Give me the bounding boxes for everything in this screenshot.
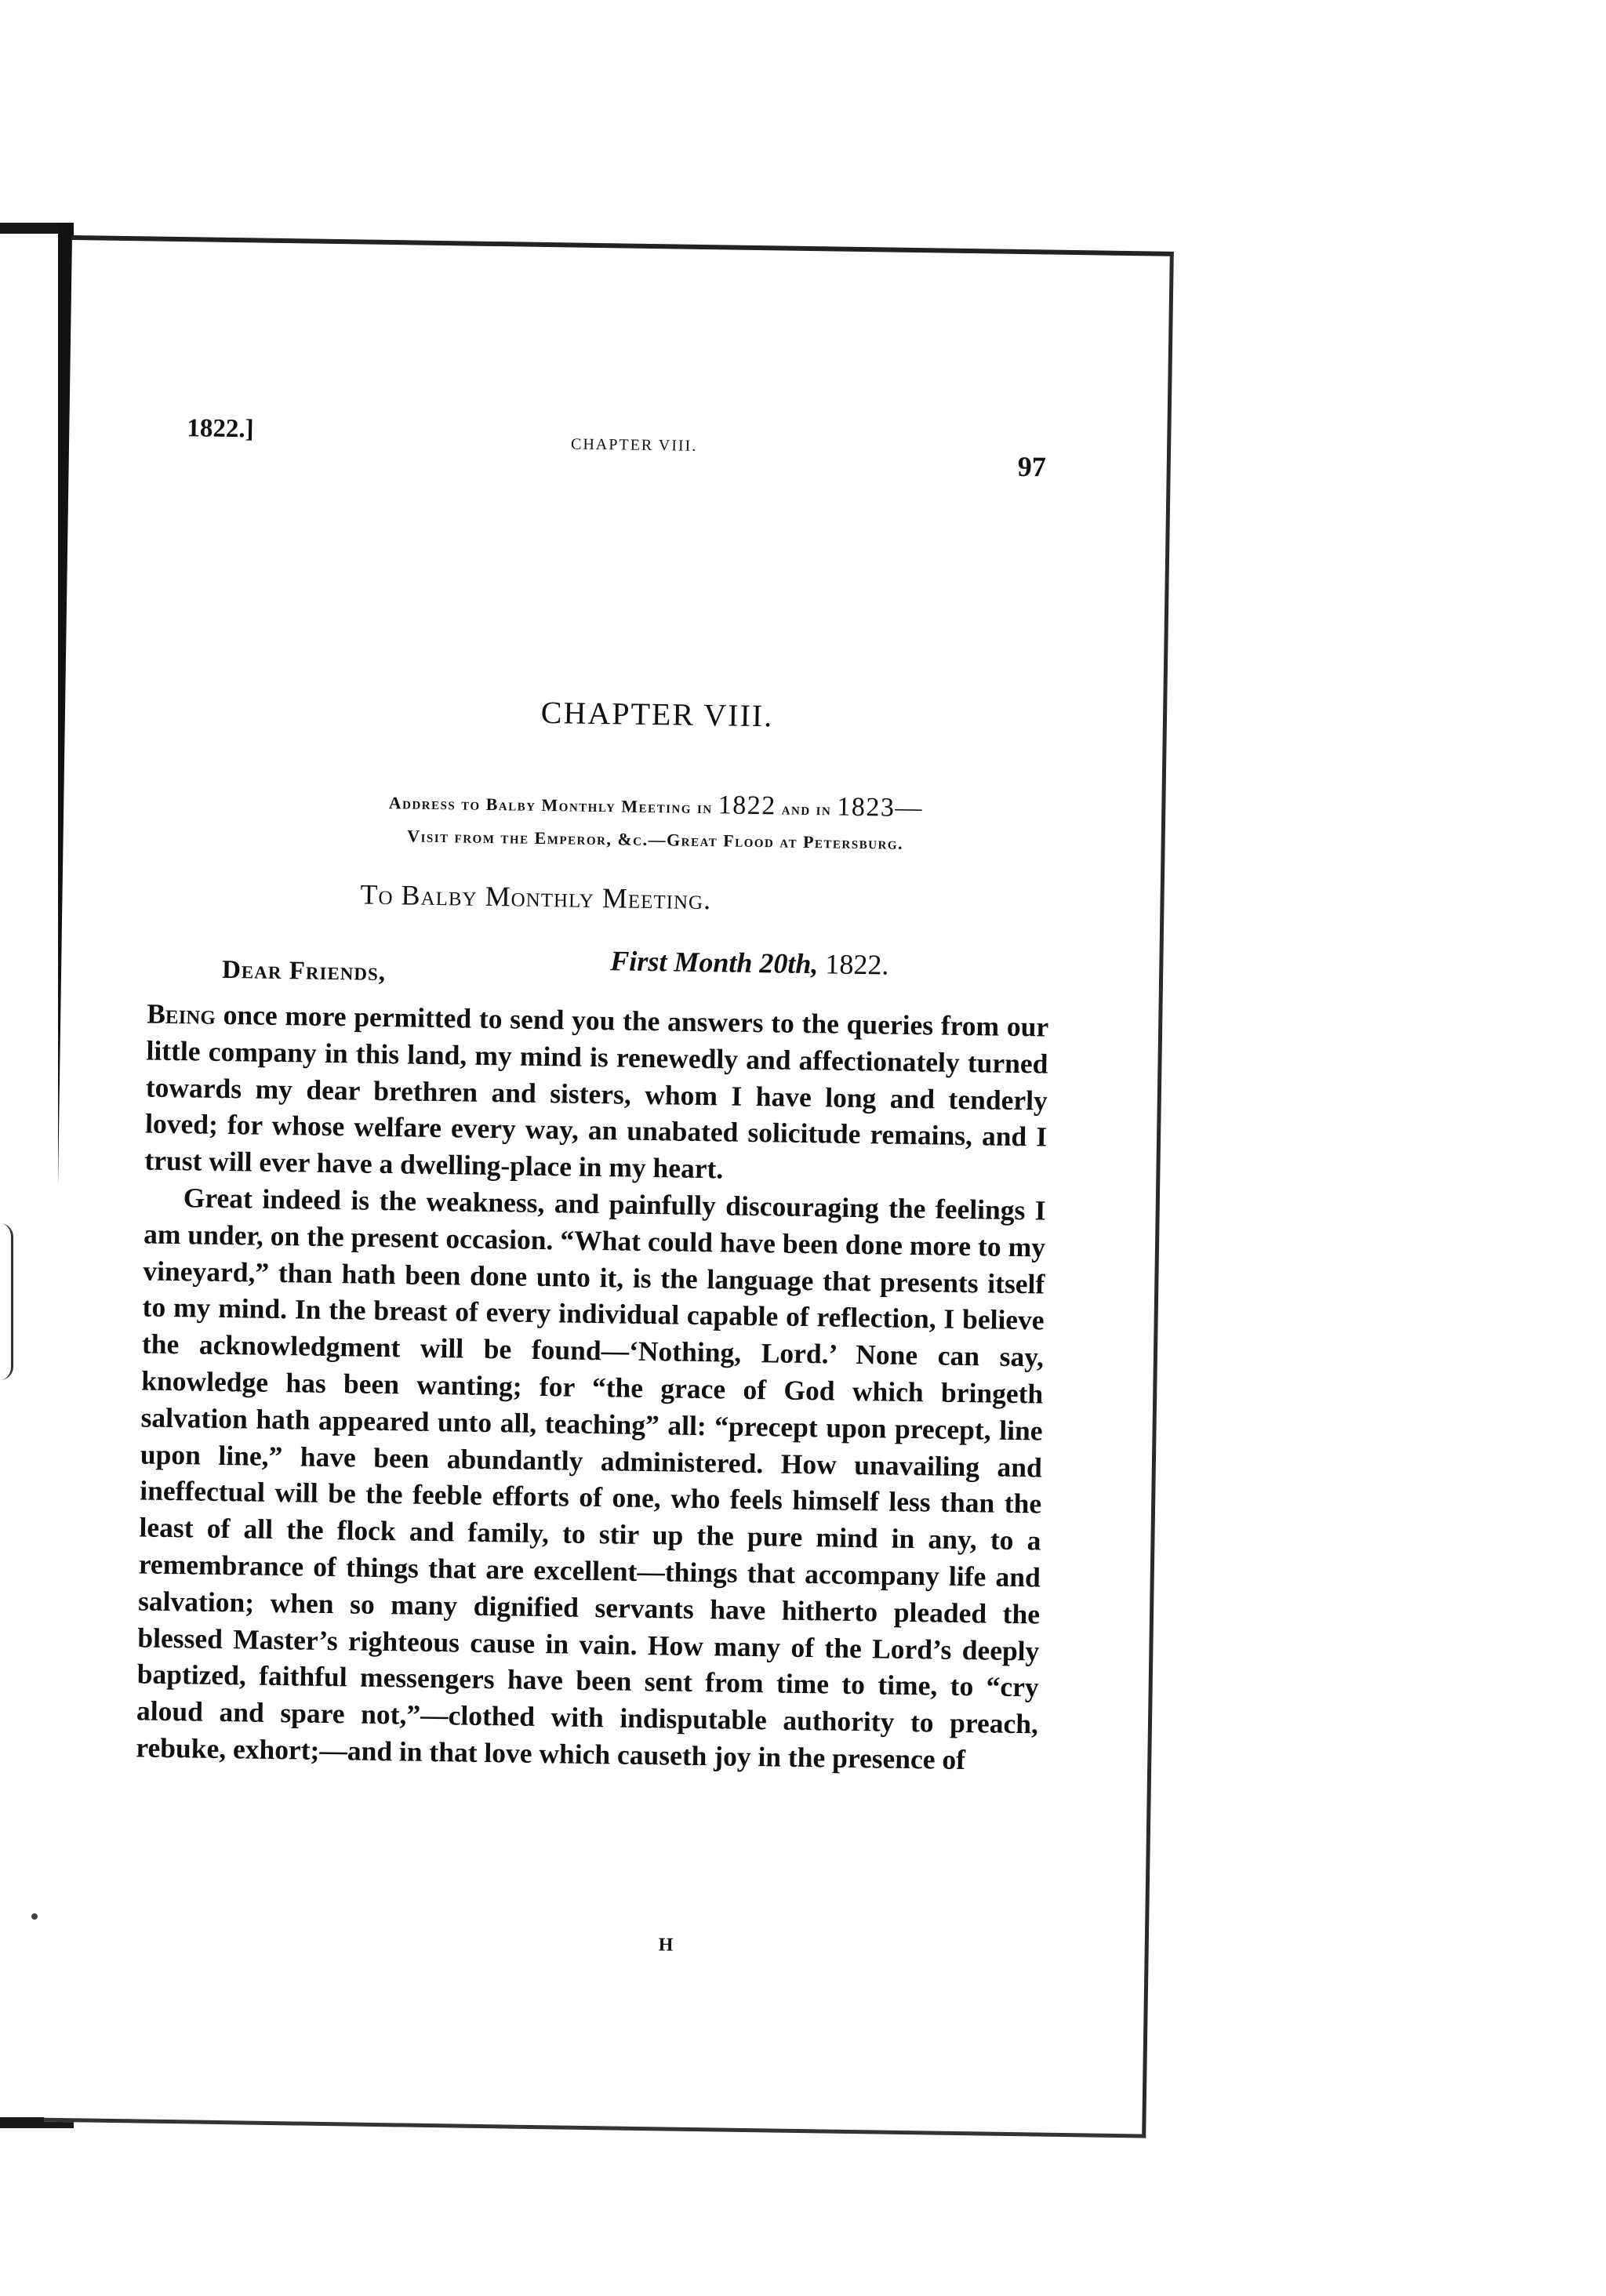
running-head-chapter: CHAPTER VIII. [570, 435, 698, 455]
running-head [187, 414, 1168, 483]
left-page-edge-mark [0, 1223, 13, 1380]
scan-speck [31, 1913, 38, 1920]
letter-date-month: First Month 20th, [610, 945, 819, 980]
page-number: 97 [1017, 450, 1047, 483]
summary-line2: Visit from the Emperor, &c.—Great Flood at Petersburg. [407, 826, 904, 853]
paragraph-1-text: once more permitted to send you the answers to the queries from our little company in this land, my mind is renewedly and affectionately turned towards my dear brethren and sisters, whom I have long and tenderly loved; for whose welfare every way, an unabated solicitude remains, and I trust will ever have a dwelling-place in my heart. [144, 998, 1049, 1185]
running-head-year: 1822.] [187, 414, 254, 444]
letter-date-year: 1822. [818, 948, 889, 981]
paragraph-1 [144, 996, 1048, 1193]
summary-line1-prefix: Address to Balby Monthly Meeting in [388, 793, 718, 818]
letter-body [136, 996, 1048, 1780]
book-page [44, 235, 1174, 2138]
paragraph-1-lead: Being [146, 997, 216, 1030]
summary-line1-mid: and in [776, 798, 838, 819]
letter-salutation: Dear Friends, [221, 955, 387, 987]
letter-date [610, 944, 889, 981]
signature-mark: H [658, 1935, 674, 1956]
paragraph-2: Great indeed is the weakness, and painfully discouraging the feelings I am under, on the present occasion. “What could have been done more to my vineyard,” than hath been done unto it, is the language that presents itself to my mind. In the breast of every individual capable of reflection, I believe the acknowledgment will be found—‘Nothing, Lord.’ None can say, knowledge has been wanting; for “the grace of God which bringeth salvation hath appeared unto all, teaching” all: “precept upon precept, line upon line,” have been abundantly administered. How unavailing and ineffectual will be the feeble efforts of one, who feels himself less than the least of all the flock and family, to stir up the pure mind in any, to a remembrance of things that are excellent—things that accompany life and salvation; when so many dignified servants have hitherto pleaded the blessed Master’s righteous cause in vain. How many of the Lord’s deeply baptized, faithful messengers have been sent from time to time, to “cry aloud and spare not,”—clothed with indisputable authority to preach, rebuke, exhort;—and in that love which causeth joy in the presence of [136, 1182, 1046, 1776]
summary-year-2: 1823— [837, 792, 924, 823]
letter-addressee: To Balby Monthly Meeting. [360, 878, 712, 916]
chapter-summary [243, 782, 1067, 863]
summary-year-1: 1822 [718, 790, 776, 821]
chapter-title: CHAPTER VIII. [540, 694, 774, 734]
